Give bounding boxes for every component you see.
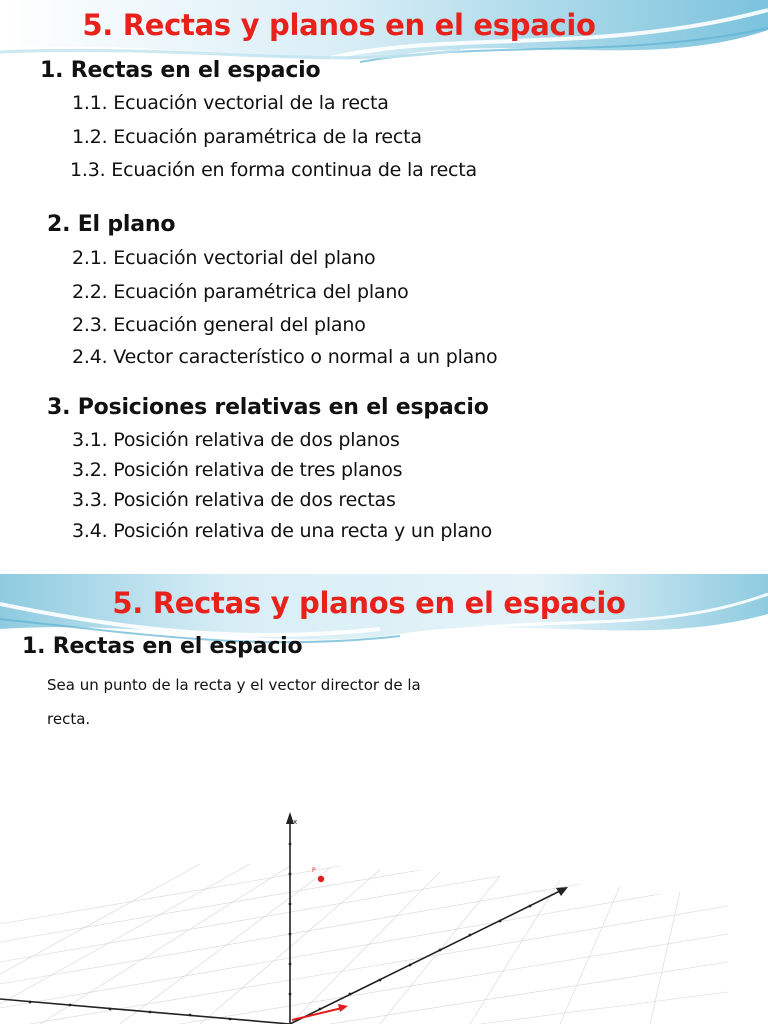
list-item: 2.4. Vector característico o normal a un plano <box>72 346 498 368</box>
section-heading-1: 1. Rectas en el espacio <box>40 58 321 83</box>
list-item: 3.2. Posición relativa de tres planos <box>72 459 403 481</box>
section-heading-3: 3. Posiciones relativas en el espacio <box>47 395 489 420</box>
list-item: 3.1. Posición relativa de dos planos <box>72 429 400 451</box>
point-p <box>318 876 324 882</box>
list-item: 2.1. Ecuación vectorial del plano <box>72 247 376 269</box>
list-item: 1.2. Ecuación paramétrica de la recta <box>72 126 422 148</box>
3d-axes-figure <box>0 804 768 1024</box>
list-item: 1.3. Ecuación en forma continua de la recta <box>70 159 477 181</box>
list-item: 3.4. Posición relativa de una recta y un plano <box>72 520 493 542</box>
direction-vector-arrowhead <box>338 1004 348 1012</box>
list-item: 3.3. Posición relativa de dos rectas <box>72 489 396 511</box>
list-item: 2.2. Ecuación paramétrica del plano <box>72 281 409 303</box>
grid <box>0 864 728 1024</box>
slide-2 <box>0 574 768 1024</box>
x-axis <box>0 999 290 1024</box>
paragraph-line-1: Sea un punto de la recta y el vector director de la <box>47 676 421 694</box>
section-heading: 1. Rectas en el espacio <box>22 634 303 659</box>
slide1-title: 5. Rectas y planos en el espacio <box>82 8 596 42</box>
list-item: 1.1. Ecuación vectorial de la recta <box>72 92 389 114</box>
section-heading-2: 2. El plano <box>47 212 176 237</box>
axis-ticks <box>29 843 532 1021</box>
axis-label: x <box>293 818 298 826</box>
y-axis <box>290 890 562 1024</box>
list-item: 2.3. Ecuación general del plano <box>72 314 366 336</box>
point-label: P <box>312 867 316 874</box>
paragraph-line-2: recta. <box>47 710 91 728</box>
slide2-title: 5. Rectas y planos en el espacio <box>112 586 626 620</box>
